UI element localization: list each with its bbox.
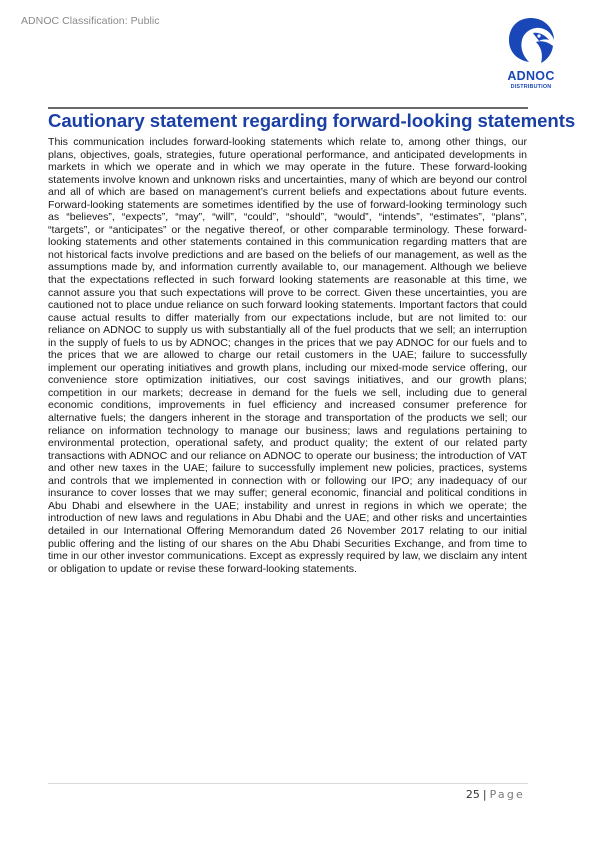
logo-wordmark: ADNOC xyxy=(507,69,555,83)
section-body: This communication includes forward-looking statements which relate to, among other things, our plans, objectives, goals, strategies, future operational performance, and anticipated developments in markets in which we operate and in which we may operate in the future. These forward-looking statements involve known and unknown risks and uncertainties, many of which are beyond our control and all of which are based on management’s current beliefs and expectations about future events. Forward-looking statements are sometimes identified by the use of forward-looking terminology such as “believes”, “expects”, “may”, “will”, “could”, “should”, “would”, “intends”, “estimates”, “plans”, “targets”, or “anticipates” or the negative thereof, or other comparable terminology. These forward-looking statements and other statements contained in this communication regarding matters that are not historical facts involve predictions and are based on the beliefs of our management, as well as the assumptions made by, and information currently available to, our management. Although we believe that the expectations reflected in such forward looking statements are reasonable at this time, we cannot assure you that such expectations will prove to be correct. Given these uncertainties, you are cautioned not to place undue reliance on such forward looking statements. Important factors that could cause actual results to differ materially from our expectations include, but are not limited to: our reliance on ADNOC to supply us with substantially all of the fuel products that we sell; an interruption in the supply of fuels to us by ADNOC; changes in the prices that we pay ADNOC for our fuels and to the prices that we are allowed to charge our retail customers in the UAE; failure to successfully implement our operating initiatives and growth plans, including our mixed-mode service offering, our convenience store optimization initiatives, our cost savings initiatives, and our growth plans; competition in our markets; decrease in demand for the fuels we sell, including due to general economic conditions, improvements in fuel efficiency and increased consumer preference for alternative fuels; the dangers inherent in the storage and transportation of the products we sell; our reliance on information technology to manage our business; laws and regulations pertaining to environmental protection, operational safety, and product quality; the extent of our related party transactions with ADNOC and our reliance on ADNOC to operate our business; the introduction of VAT and other new taxes in the UAE; failure to successfully implement new policies, practices, systems and controls that we implemented in connection with or following our IPO; any inadequacy of our insurance to cover losses that we may suffer; general economic, financial and political conditions in Abu Dhabi and elsewhere in the UAE; instability and unrest in regions in which we operate; the introduction of new laws and regulations in Abu Dhabi and the UAE; and other risks and uncertainties detailed in our International Offering Memorandum dated 26 November 2017 relating to our initial public offering and the listing of our shares on the Abu Dhabi Securities Exchange, and from time to time in our other investor communications. Except as expressly required by law, we disclaim any intent or obligation to update or revise these forward-looking statements. xyxy=(48,136,527,575)
page-number-value: 25 xyxy=(465,788,480,801)
company-logo xyxy=(503,12,559,88)
page-number-separator: | xyxy=(482,788,487,801)
logo-subtitle: DISTRIBUTION xyxy=(510,84,552,90)
classification-label: ADNOC Classification: Public xyxy=(21,15,160,27)
footer-divider xyxy=(48,783,528,784)
section-title: Cautionary statement regarding forward-looking statements xyxy=(48,110,576,131)
page-number xyxy=(466,788,525,801)
header-divider xyxy=(48,107,528,109)
page-word: Page xyxy=(489,788,525,801)
falcon-head-icon xyxy=(503,12,559,68)
